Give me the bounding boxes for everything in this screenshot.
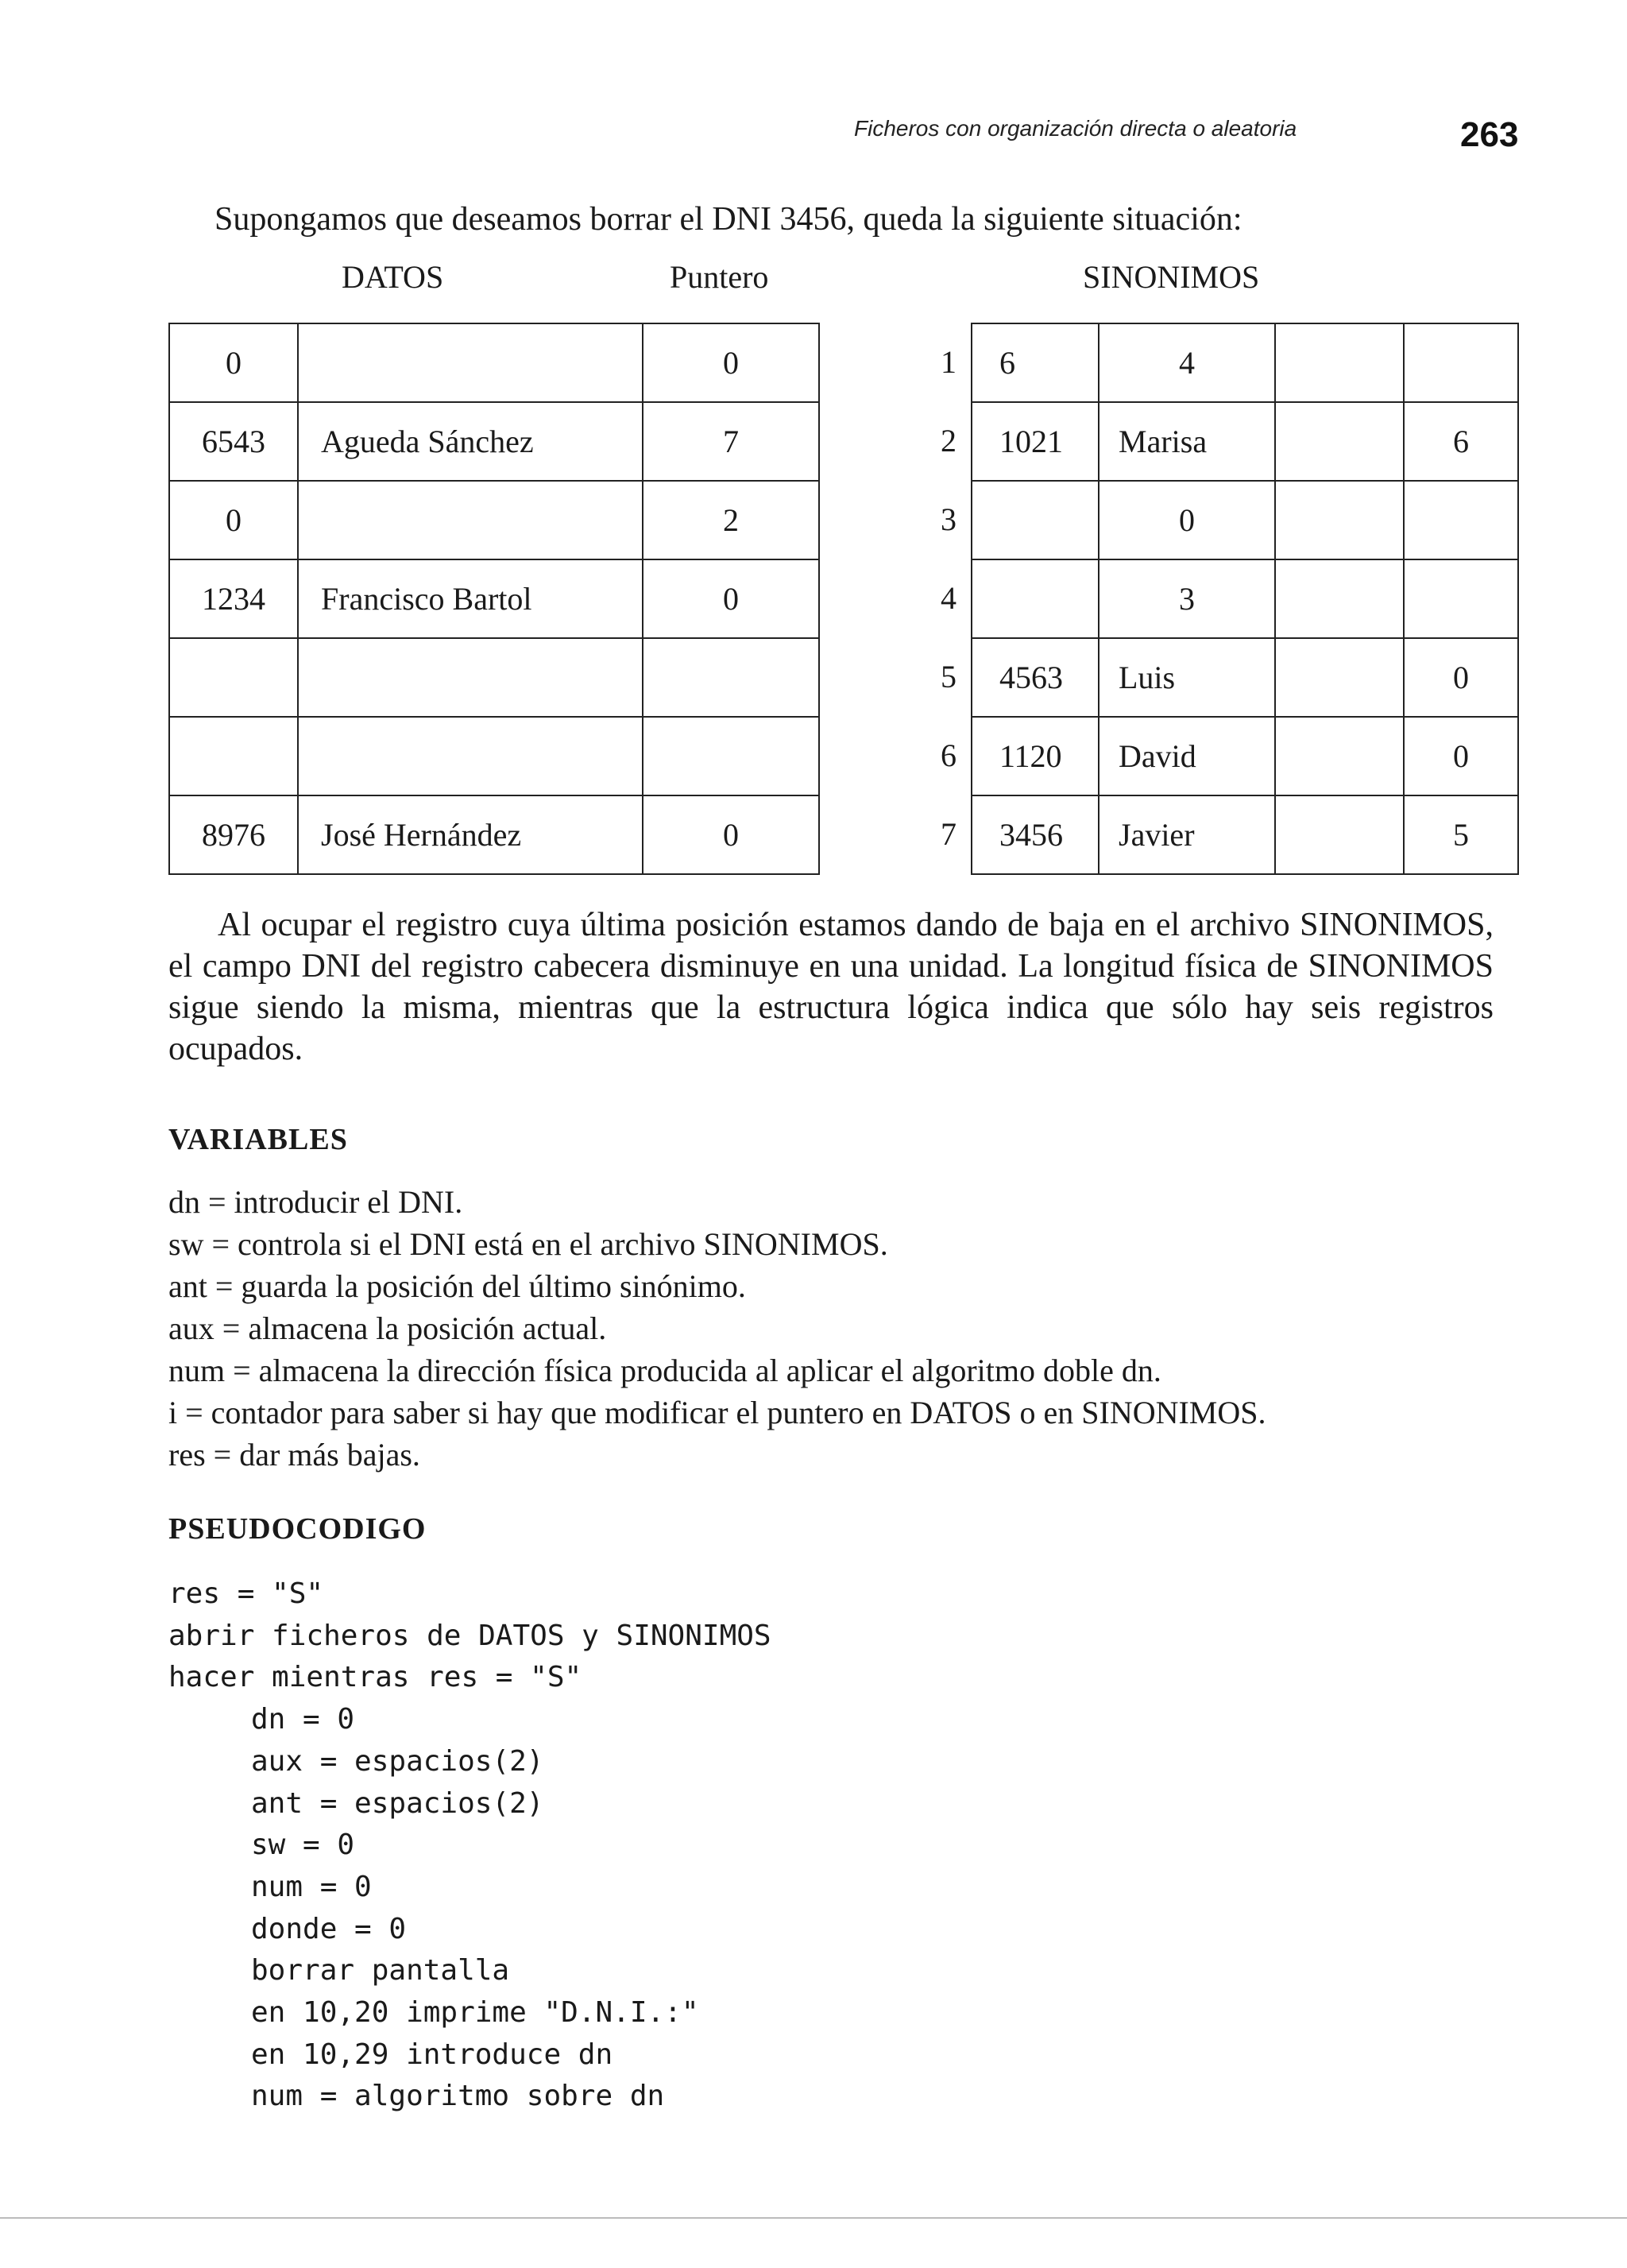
- extra-cell: [1275, 717, 1404, 795]
- code-line: en 10,20 imprime "D.N.I.:": [251, 1996, 699, 2030]
- explanation-paragraph: Al ocupar el registro cuya última posición estamos dando de baja en el archivo SINONIMOS, el campo DNI del registro cabecera disminuye en una unidad. La longitud física de SINONIMOS sigue siendo la misma, mientras que la estructura lógica indica que sólo hay seis registros ocupados.: [168, 907, 1494, 1067]
- pointer-cell: 7: [643, 402, 819, 481]
- table-row: [169, 402, 819, 481]
- row-number: 5: [941, 659, 956, 695]
- extra-cell: [1275, 481, 1404, 559]
- pointer-cell: [1404, 559, 1518, 638]
- pointer-cell: 6: [1404, 402, 1518, 481]
- table-row: [972, 481, 1518, 559]
- pointer-cell: [643, 717, 819, 795]
- name-cell: Agueda Sánchez: [298, 402, 643, 481]
- table-row: [169, 795, 819, 874]
- pointer-cell: [1404, 323, 1518, 402]
- caption-sinonimos: SINONIMOS: [1083, 259, 1260, 295]
- dni-cell: 3456: [972, 795, 1099, 874]
- dni-cell: 0: [169, 481, 298, 559]
- dni-cell: 4563: [972, 638, 1099, 717]
- name-cell: Francisco Bartol: [298, 559, 643, 638]
- code-line: abrir ficheros de DATOS y SINONIMOS: [168, 1619, 771, 1652]
- name-cell: 3: [1099, 559, 1275, 638]
- row-number: 1: [941, 344, 956, 380]
- table-row: [972, 717, 1518, 795]
- extra-cell: [1275, 323, 1404, 402]
- name-cell: José Hernández: [298, 795, 643, 874]
- table-row: [972, 402, 1518, 481]
- dni-cell: [169, 638, 298, 717]
- variable-item: ant = guarda la posición del último sinónimo.: [168, 1268, 746, 1304]
- variable-item: i = contador para saber si hay que modificar el puntero en DATOS o en SINONIMOS.: [168, 1395, 1266, 1430]
- dni-cell: 1234: [169, 559, 298, 638]
- table-row: [972, 559, 1518, 638]
- name-cell: [298, 638, 643, 717]
- code-line: aux = espacios(2): [251, 1744, 544, 1778]
- name-cell: David: [1099, 717, 1275, 795]
- code-line: res = "S": [168, 1577, 324, 1610]
- dni-cell: 1021: [972, 402, 1099, 481]
- extra-cell: [1275, 559, 1404, 638]
- datos-table: [168, 323, 820, 875]
- row-number: 4: [941, 580, 956, 616]
- intro-sentence: Supongamos que deseamos borrar el DNI 3456, queda la siguiente situación:: [214, 201, 1242, 238]
- table-row: [169, 638, 819, 717]
- name-cell: [298, 717, 643, 795]
- table-row: [972, 795, 1518, 874]
- dni-cell: 8976: [169, 795, 298, 874]
- pointer-cell: 5: [1404, 795, 1518, 874]
- extra-cell: [1275, 638, 1404, 717]
- table-row: [169, 559, 819, 638]
- pointer-cell: 0: [1404, 717, 1518, 795]
- caption-puntero: Puntero: [670, 259, 769, 295]
- name-cell: Javier: [1099, 795, 1275, 874]
- code-line: num = algoritmo sobre dn: [251, 2080, 665, 2113]
- dni-cell: 6543: [169, 402, 298, 481]
- name-cell: [298, 323, 643, 402]
- pseudocode-block: [168, 1573, 771, 2118]
- name-cell: 4: [1099, 323, 1275, 402]
- variables-list: [168, 1181, 1266, 1476]
- table-row: [972, 638, 1518, 717]
- pointer-cell: 0: [1404, 638, 1518, 717]
- variable-item: res = dar más bajas.: [168, 1437, 420, 1473]
- code-line: dn = 0: [251, 1703, 355, 1736]
- code-line: num = 0: [251, 1870, 372, 1903]
- code-line: donde = 0: [251, 1912, 407, 1945]
- pointer-cell: [1404, 481, 1518, 559]
- name-cell: 0: [1099, 481, 1275, 559]
- code-line: ant = espacios(2): [251, 1786, 544, 1820]
- code-line: sw = 0: [251, 1829, 355, 1862]
- code-line: borrar pantalla: [251, 1954, 510, 1987]
- dni-cell: 6: [972, 323, 1099, 402]
- name-cell: Luis: [1099, 638, 1275, 717]
- pseudocode-heading: PSEUDOCODIGO: [168, 1512, 427, 1546]
- table-row: [169, 323, 819, 402]
- pointer-cell: 0: [643, 323, 819, 402]
- table-row: [972, 323, 1518, 402]
- dni-cell: [972, 559, 1099, 638]
- row-number: 7: [941, 816, 956, 852]
- dni-cell: [169, 717, 298, 795]
- variable-item: aux = almacena la posición actual.: [168, 1310, 607, 1346]
- variable-item: sw = controla si el DNI está en el archivo SINONIMOS.: [168, 1226, 888, 1262]
- extra-cell: [1275, 795, 1404, 874]
- pointer-cell: 2: [643, 481, 819, 559]
- pointer-cell: 0: [643, 559, 819, 638]
- caption-datos: DATOS: [342, 259, 444, 295]
- pointer-cell: [643, 638, 819, 717]
- code-line: hacer mientras res = "S": [168, 1661, 582, 1694]
- name-cell: [298, 481, 643, 559]
- row-number: 6: [941, 737, 956, 773]
- sinonimos-row-numbers: [929, 323, 956, 873]
- running-head: Ficheros con organización directa o aleatoria: [854, 116, 1297, 141]
- dni-cell: [972, 481, 1099, 559]
- variable-item: num = almacena la dirección física producida al aplicar el algoritmo doble dn.: [168, 1353, 1161, 1388]
- table-row: [169, 481, 819, 559]
- row-number: 2: [941, 423, 956, 459]
- table-row: [169, 717, 819, 795]
- dni-cell: 1120: [972, 717, 1099, 795]
- variables-heading: VARIABLES: [168, 1123, 348, 1156]
- code-line: en 10,29 introduce dn: [251, 2038, 613, 2071]
- page-bottom-rule: [0, 2217, 1627, 2219]
- variable-item: dn = introducir el DNI.: [168, 1184, 463, 1220]
- page-number: 263: [1460, 115, 1519, 154]
- dni-cell: 0: [169, 323, 298, 402]
- extra-cell: [1275, 402, 1404, 481]
- pointer-cell: 0: [643, 795, 819, 874]
- row-number: 3: [941, 501, 956, 537]
- sinonimos-table: [971, 323, 1519, 875]
- name-cell: Marisa: [1099, 402, 1275, 481]
